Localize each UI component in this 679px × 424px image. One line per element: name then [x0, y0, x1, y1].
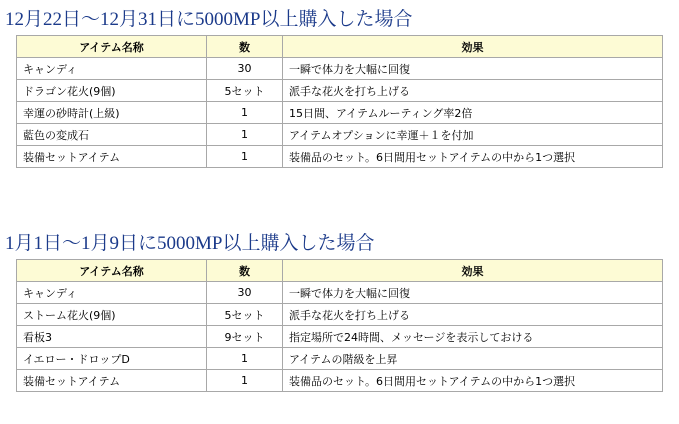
item-quantity: 1	[207, 102, 283, 124]
item-name: キャンディ	[17, 58, 207, 80]
table-header-row	[17, 260, 663, 282]
item-effect: 装備品のセット。6日間用セットアイテムの中から1つ選択	[283, 146, 663, 168]
table-row	[17, 282, 663, 304]
item-name: イエロー・ドロップD	[17, 348, 207, 370]
item-name: 看板3	[17, 326, 207, 348]
item-quantity: 30	[207, 282, 283, 304]
table-row	[17, 80, 663, 102]
item-quantity: 9セット	[207, 326, 283, 348]
item-effect: アイテムオプションに幸運＋１を付加	[283, 124, 663, 146]
table-row	[17, 326, 663, 348]
item-name: ドラゴン花火(9個)	[17, 80, 207, 102]
table-header-row	[17, 36, 663, 58]
table-row	[17, 124, 663, 146]
item-effect: アイテムの階級を上昇	[283, 348, 663, 370]
item-quantity: 1	[207, 124, 283, 146]
table-row	[17, 304, 663, 326]
section-title-dec: 12月22日～12月31日に5000MP以上購入した場合	[5, 9, 413, 30]
table-row	[17, 348, 663, 370]
item-name: キャンディ	[17, 282, 207, 304]
item-quantity: 1	[207, 146, 283, 168]
reward-table-jan	[16, 259, 663, 392]
item-effect: 派手な花火を打ち上げる	[283, 304, 663, 326]
table-row	[17, 370, 663, 392]
item-effect: 装備品のセット。6日間用セットアイテムの中から1つ選択	[283, 370, 663, 392]
table-row	[17, 146, 663, 168]
table-row	[17, 58, 663, 80]
item-quantity: 1	[207, 370, 283, 392]
item-effect: 派手な花火を打ち上げる	[283, 80, 663, 102]
header-item-name: アイテム名称	[17, 36, 207, 58]
header-effect: 効果	[283, 260, 663, 282]
item-name: 幸運の砂時計(上級)	[17, 102, 207, 124]
item-quantity: 30	[207, 58, 283, 80]
reward-table-dec	[16, 35, 663, 168]
item-name: ストーム花火(9個)	[17, 304, 207, 326]
item-quantity: 5セット	[207, 80, 283, 102]
header-effect: 効果	[283, 36, 663, 58]
table-row	[17, 102, 663, 124]
item-name: 藍色の変成石	[17, 124, 207, 146]
item-quantity: 1	[207, 348, 283, 370]
item-name: 装備セットアイテム	[17, 146, 207, 168]
item-effect: 指定場所で24時間、メッセージを表示しておける	[283, 326, 663, 348]
header-quantity: 数	[207, 260, 283, 282]
section-title-jan: 1月1日～1月9日に5000MP以上購入した場合	[5, 233, 375, 254]
item-effect: 一瞬で体力を大幅に回復	[283, 282, 663, 304]
item-effect: 15日間、アイテムルーティング率2倍	[283, 102, 663, 124]
item-name: 装備セットアイテム	[17, 370, 207, 392]
item-quantity: 5セット	[207, 304, 283, 326]
item-effect: 一瞬で体力を大幅に回復	[283, 58, 663, 80]
header-quantity: 数	[207, 36, 283, 58]
header-item-name: アイテム名称	[17, 260, 207, 282]
